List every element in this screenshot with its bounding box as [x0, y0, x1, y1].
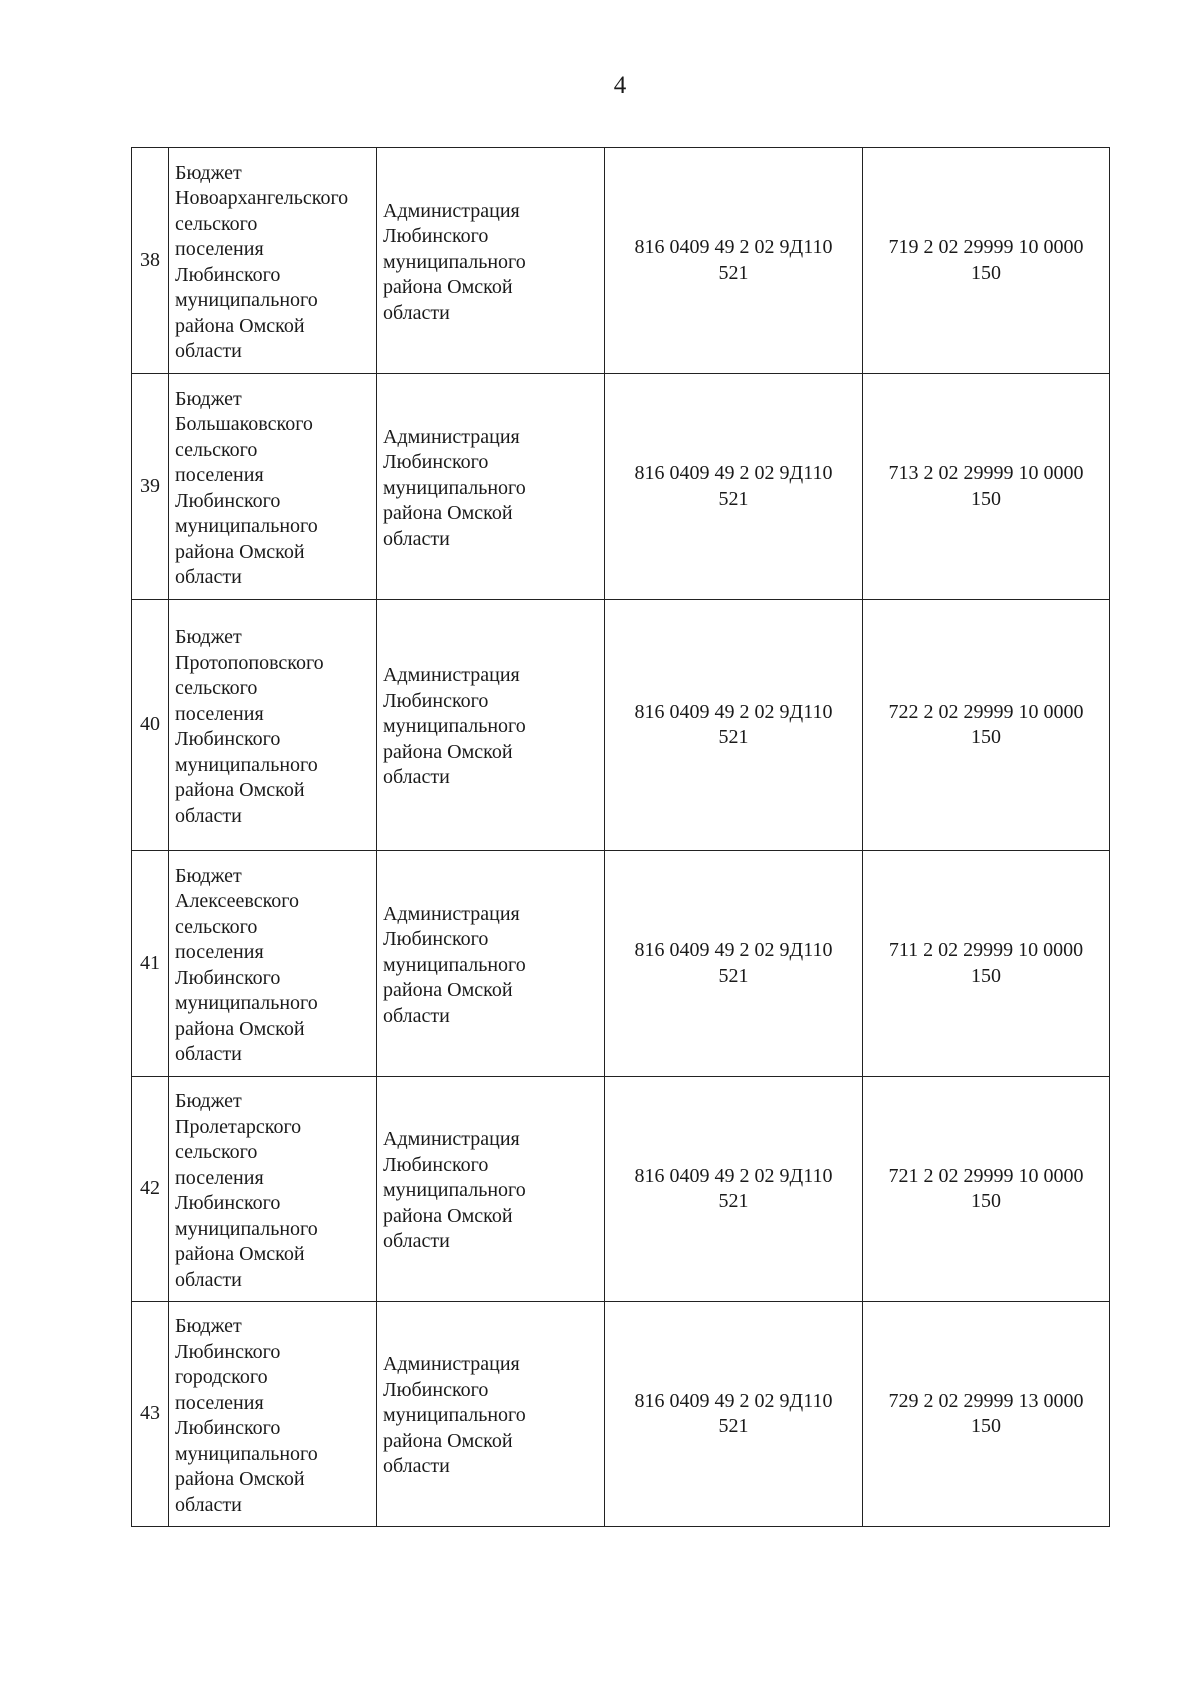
cell-line: поселения — [175, 702, 264, 725]
expense-code-cell — [605, 1302, 863, 1527]
row-number: 40 — [132, 600, 169, 851]
cell-line: района Омской — [175, 1243, 305, 1265]
budget-table — [131, 147, 1110, 1527]
budget-name-cell — [169, 851, 377, 1077]
cell-line: 150 — [971, 1415, 1001, 1437]
cell-line: 816 0409 49 2 02 9Д110 — [634, 1389, 833, 1412]
cell-line: Любинского — [175, 263, 281, 286]
cell-line: 150 — [971, 964, 1001, 987]
cell-line: Администрация — [383, 1128, 520, 1151]
cell-line: 150 — [971, 487, 1001, 510]
cell-line: 521 — [718, 1415, 749, 1437]
expense-code-cell — [605, 600, 863, 851]
cell-line: 521 — [718, 487, 749, 510]
cell-line: муниципального — [383, 476, 526, 499]
cell-line: Любинского — [175, 1417, 281, 1439]
cell-line: Алексеевского — [175, 890, 300, 912]
cell-line: Администрация — [383, 425, 520, 448]
income-code-cell — [863, 374, 1110, 600]
cell-line: района Омской — [383, 276, 513, 299]
cell-line: муниципального — [383, 1179, 526, 1202]
cell-line: муниципального — [175, 753, 318, 776]
cell-line: Администрация — [383, 1353, 520, 1376]
cell-line: области — [175, 804, 242, 827]
budget-name-cell — [169, 148, 377, 374]
income-code-cell — [863, 148, 1110, 374]
cell-line: муниципального — [383, 953, 526, 976]
cell-line: Администрация — [383, 902, 520, 925]
row-number: 39 — [132, 374, 169, 600]
administrator-cell — [377, 148, 605, 374]
administrator-cell — [377, 1077, 605, 1302]
cell-line: Любинского — [383, 1378, 489, 1401]
cell-line: области — [175, 1493, 242, 1516]
cell-line: муниципального — [175, 992, 318, 1014]
expense-code-cell — [605, 851, 863, 1077]
cell-line: 713 2 02 29999 10 0000 — [888, 462, 1084, 484]
cell-line: района Омской — [383, 1204, 513, 1227]
cell-line: поселения — [175, 238, 264, 260]
cell-line: Любинского — [383, 1153, 489, 1176]
cell-line: муниципального — [383, 250, 526, 273]
administrator-cell — [377, 1302, 605, 1527]
cell-line: поселения — [175, 464, 264, 486]
cell-line: района Омской — [383, 1429, 513, 1452]
cell-line: области — [383, 301, 450, 324]
cell-line: района Омской — [383, 502, 513, 525]
cell-line: Протопоповского — [175, 651, 324, 674]
cell-line: муниципального — [175, 1442, 318, 1465]
income-code-cell — [863, 851, 1110, 1077]
cell-line: 729 2 02 29999 13 0000 — [888, 1389, 1084, 1412]
budget-name-cell — [169, 374, 377, 600]
cell-line: Администрация — [383, 199, 520, 222]
cell-line: 721 2 02 29999 10 0000 — [888, 1164, 1084, 1187]
table-body — [132, 148, 1110, 1527]
cell-line: сельского — [175, 1141, 258, 1163]
cell-line: области — [383, 1455, 450, 1478]
administrator-cell — [377, 600, 605, 851]
cell-line: 150 — [971, 726, 1001, 748]
cell-line: Любинского — [383, 451, 489, 474]
income-code-cell — [863, 600, 1110, 851]
cell-line: области — [383, 527, 450, 550]
cell-line: Любинского — [175, 966, 281, 989]
cell-line: муниципального — [175, 1217, 318, 1240]
cell-line: 816 0409 49 2 02 9Д110 — [634, 700, 833, 723]
cell-line: района Омской — [175, 1468, 305, 1490]
expense-code-cell — [605, 148, 863, 374]
row-number: 38 — [132, 148, 169, 374]
cell-line: городского — [175, 1366, 268, 1388]
cell-line: района Омской — [175, 1017, 305, 1040]
cell-line: Любинского — [383, 689, 489, 712]
cell-line: 719 2 02 29999 10 0000 — [888, 236, 1084, 258]
cell-line: Бюджет — [175, 161, 242, 184]
income-code-cell — [863, 1077, 1110, 1302]
cell-line: области — [175, 1268, 242, 1291]
cell-line: 521 — [718, 1190, 749, 1212]
cell-line: муниципального — [383, 1404, 526, 1427]
cell-line: поселения — [175, 1166, 264, 1189]
cell-line: Бюджет — [175, 1090, 242, 1112]
cell-line: области — [383, 766, 450, 789]
budget-name-cell — [169, 600, 377, 851]
table-row — [132, 374, 1110, 600]
cell-line: сельского — [175, 438, 258, 461]
cell-line: муниципального — [175, 289, 318, 311]
cell-line: Бюджет — [175, 387, 242, 410]
cell-line: Бюджет — [175, 864, 242, 887]
budget-name-cell — [169, 1077, 377, 1302]
cell-line: 711 2 02 29999 10 0000 — [888, 939, 1084, 961]
cell-line: Бюджет — [175, 626, 242, 648]
table-row — [132, 851, 1110, 1077]
cell-line: муниципального — [175, 515, 318, 537]
row-number: 41 — [132, 851, 169, 1077]
cell-line: области — [175, 340, 242, 362]
cell-line: 816 0409 49 2 02 9Д110 — [634, 939, 833, 961]
cell-line: Любинского — [175, 1340, 281, 1363]
cell-line: района Омской — [383, 979, 513, 1002]
budget-name-cell — [169, 1302, 377, 1527]
administrator-cell — [377, 374, 605, 600]
table-row — [132, 1077, 1110, 1302]
cell-line: Любинского — [175, 1192, 281, 1214]
expense-code-cell — [605, 1077, 863, 1302]
table-row — [132, 148, 1110, 374]
cell-line: Бюджет — [175, 1315, 242, 1337]
row-number: 42 — [132, 1077, 169, 1302]
cell-line: Большаковского — [175, 413, 313, 435]
cell-line: 816 0409 49 2 02 9Д110 — [634, 236, 833, 258]
cell-line: сельского — [175, 212, 258, 235]
cell-line: области — [175, 566, 242, 588]
administrator-cell — [377, 851, 605, 1077]
cell-line: области — [383, 1004, 450, 1027]
page-number: 4 — [613, 72, 627, 99]
cell-line: сельского — [175, 677, 258, 699]
income-code-cell — [863, 1302, 1110, 1527]
cell-line: района Омской — [175, 779, 305, 801]
expense-code-cell — [605, 374, 863, 600]
cell-line: 816 0409 49 2 02 9Д110 — [634, 1164, 833, 1187]
cell-line: Любинского — [175, 489, 281, 512]
cell-line: области — [175, 1043, 242, 1065]
table-row — [132, 1302, 1110, 1527]
cell-line: Любинского — [383, 928, 489, 951]
cell-line: района Омской — [175, 314, 305, 337]
cell-line: муниципального — [383, 715, 526, 738]
cell-line: 816 0409 49 2 02 9Д110 — [634, 462, 833, 484]
cell-line: Любинского — [383, 225, 489, 248]
cell-line: поселения — [175, 1391, 264, 1414]
cell-line: поселения — [175, 941, 264, 963]
table-row — [132, 600, 1110, 851]
row-number: 43 — [132, 1302, 169, 1527]
cell-line: 150 — [971, 1190, 1001, 1212]
cell-line: 521 — [718, 261, 749, 284]
cell-line: Администрация — [383, 664, 520, 687]
cell-line: 722 2 02 29999 10 0000 — [888, 700, 1084, 723]
cell-line: 150 — [971, 261, 1001, 284]
cell-line: Новоархангельского — [175, 187, 349, 209]
cell-line: района Омской — [175, 540, 305, 563]
cell-line: сельского — [175, 915, 258, 938]
cell-line: Любинского — [175, 728, 281, 750]
cell-line: области — [383, 1230, 450, 1253]
cell-line: 521 — [718, 726, 749, 748]
cell-line: 521 — [718, 964, 749, 987]
cell-line: Пролетарского — [175, 1115, 302, 1138]
cell-line: района Омской — [383, 740, 513, 763]
